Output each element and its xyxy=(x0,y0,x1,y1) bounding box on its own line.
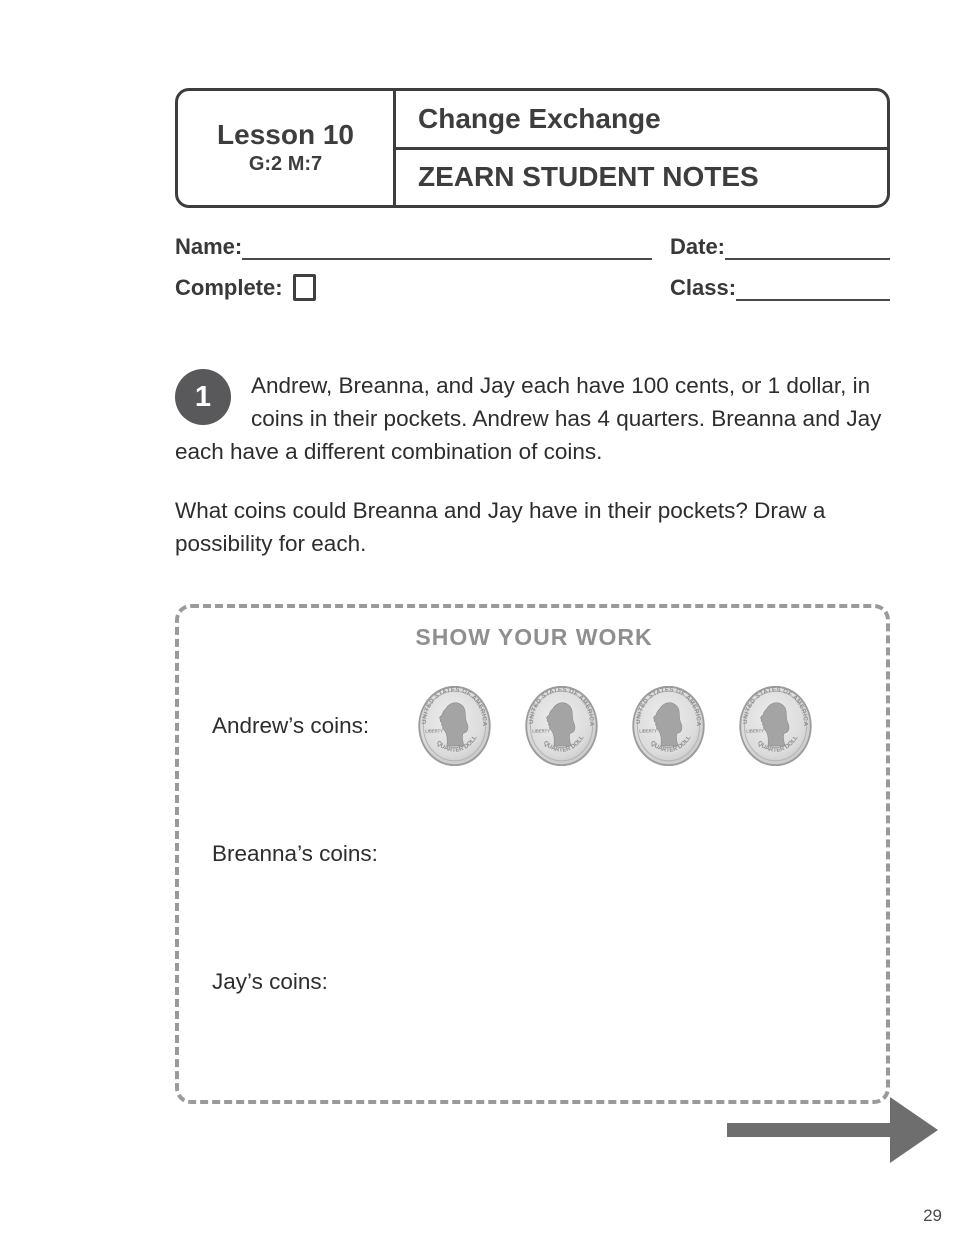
document-subtitle: ZEARN STUDENT NOTES xyxy=(418,161,759,193)
complete-field xyxy=(175,274,652,301)
class-label: Class: xyxy=(670,275,737,300)
jay-coins-row xyxy=(212,967,856,997)
andrew-coins-label: Andrew’s coins: xyxy=(212,713,370,738)
date-label: Date: xyxy=(670,234,726,259)
quarter-coin-image xyxy=(417,686,492,766)
date-blank-line xyxy=(725,234,890,260)
jay-coins-label: Jay’s coins: xyxy=(212,969,328,994)
andrew-coins-images xyxy=(417,686,813,766)
grade-module: G:2 M:7 xyxy=(248,153,323,175)
complete-checkbox xyxy=(293,274,316,301)
lesson-number: Lesson 10 xyxy=(217,119,354,150)
date-field xyxy=(670,234,890,260)
quarter-coin-image xyxy=(738,686,813,766)
lesson-header-right xyxy=(396,91,887,205)
quarter-coin-image xyxy=(524,686,599,766)
lesson-header-left xyxy=(178,91,396,205)
lesson-header xyxy=(175,88,890,208)
problem-question: What coins could Breanna and Jay have in their pockets? Draw a possibility for each. xyxy=(175,498,826,556)
breanna-coins-label: Breanna’s coins: xyxy=(212,841,378,866)
andrew-coins-row xyxy=(212,685,856,767)
problem-number-badge: 1 xyxy=(175,369,231,425)
name-label: Name: xyxy=(175,234,243,259)
breanna-coins-row xyxy=(212,839,856,869)
class-blank-line xyxy=(736,275,890,301)
show-your-work-box xyxy=(175,604,890,1104)
complete-class-row xyxy=(175,274,890,301)
name-date-row xyxy=(175,234,890,260)
complete-label: Complete: xyxy=(175,275,283,300)
name-blank-line xyxy=(242,234,652,260)
class-field xyxy=(670,275,890,301)
problem-1 xyxy=(175,369,890,468)
problem-text: Andrew, Breanna, and Jay each have 100 cents, or 1 dollar, in coins in their pockets. Andrew has 4 quarters. Breanna and Jay each have a different combination of coins. xyxy=(175,373,882,464)
next-arrow-icon xyxy=(727,1097,938,1163)
show-your-work-title: SHOW YOUR WORK xyxy=(415,624,653,650)
lesson-title: Change Exchange xyxy=(396,91,887,150)
page-number: 29 xyxy=(923,1206,942,1225)
name-field xyxy=(175,234,652,260)
quarter-coin-image xyxy=(631,686,706,766)
